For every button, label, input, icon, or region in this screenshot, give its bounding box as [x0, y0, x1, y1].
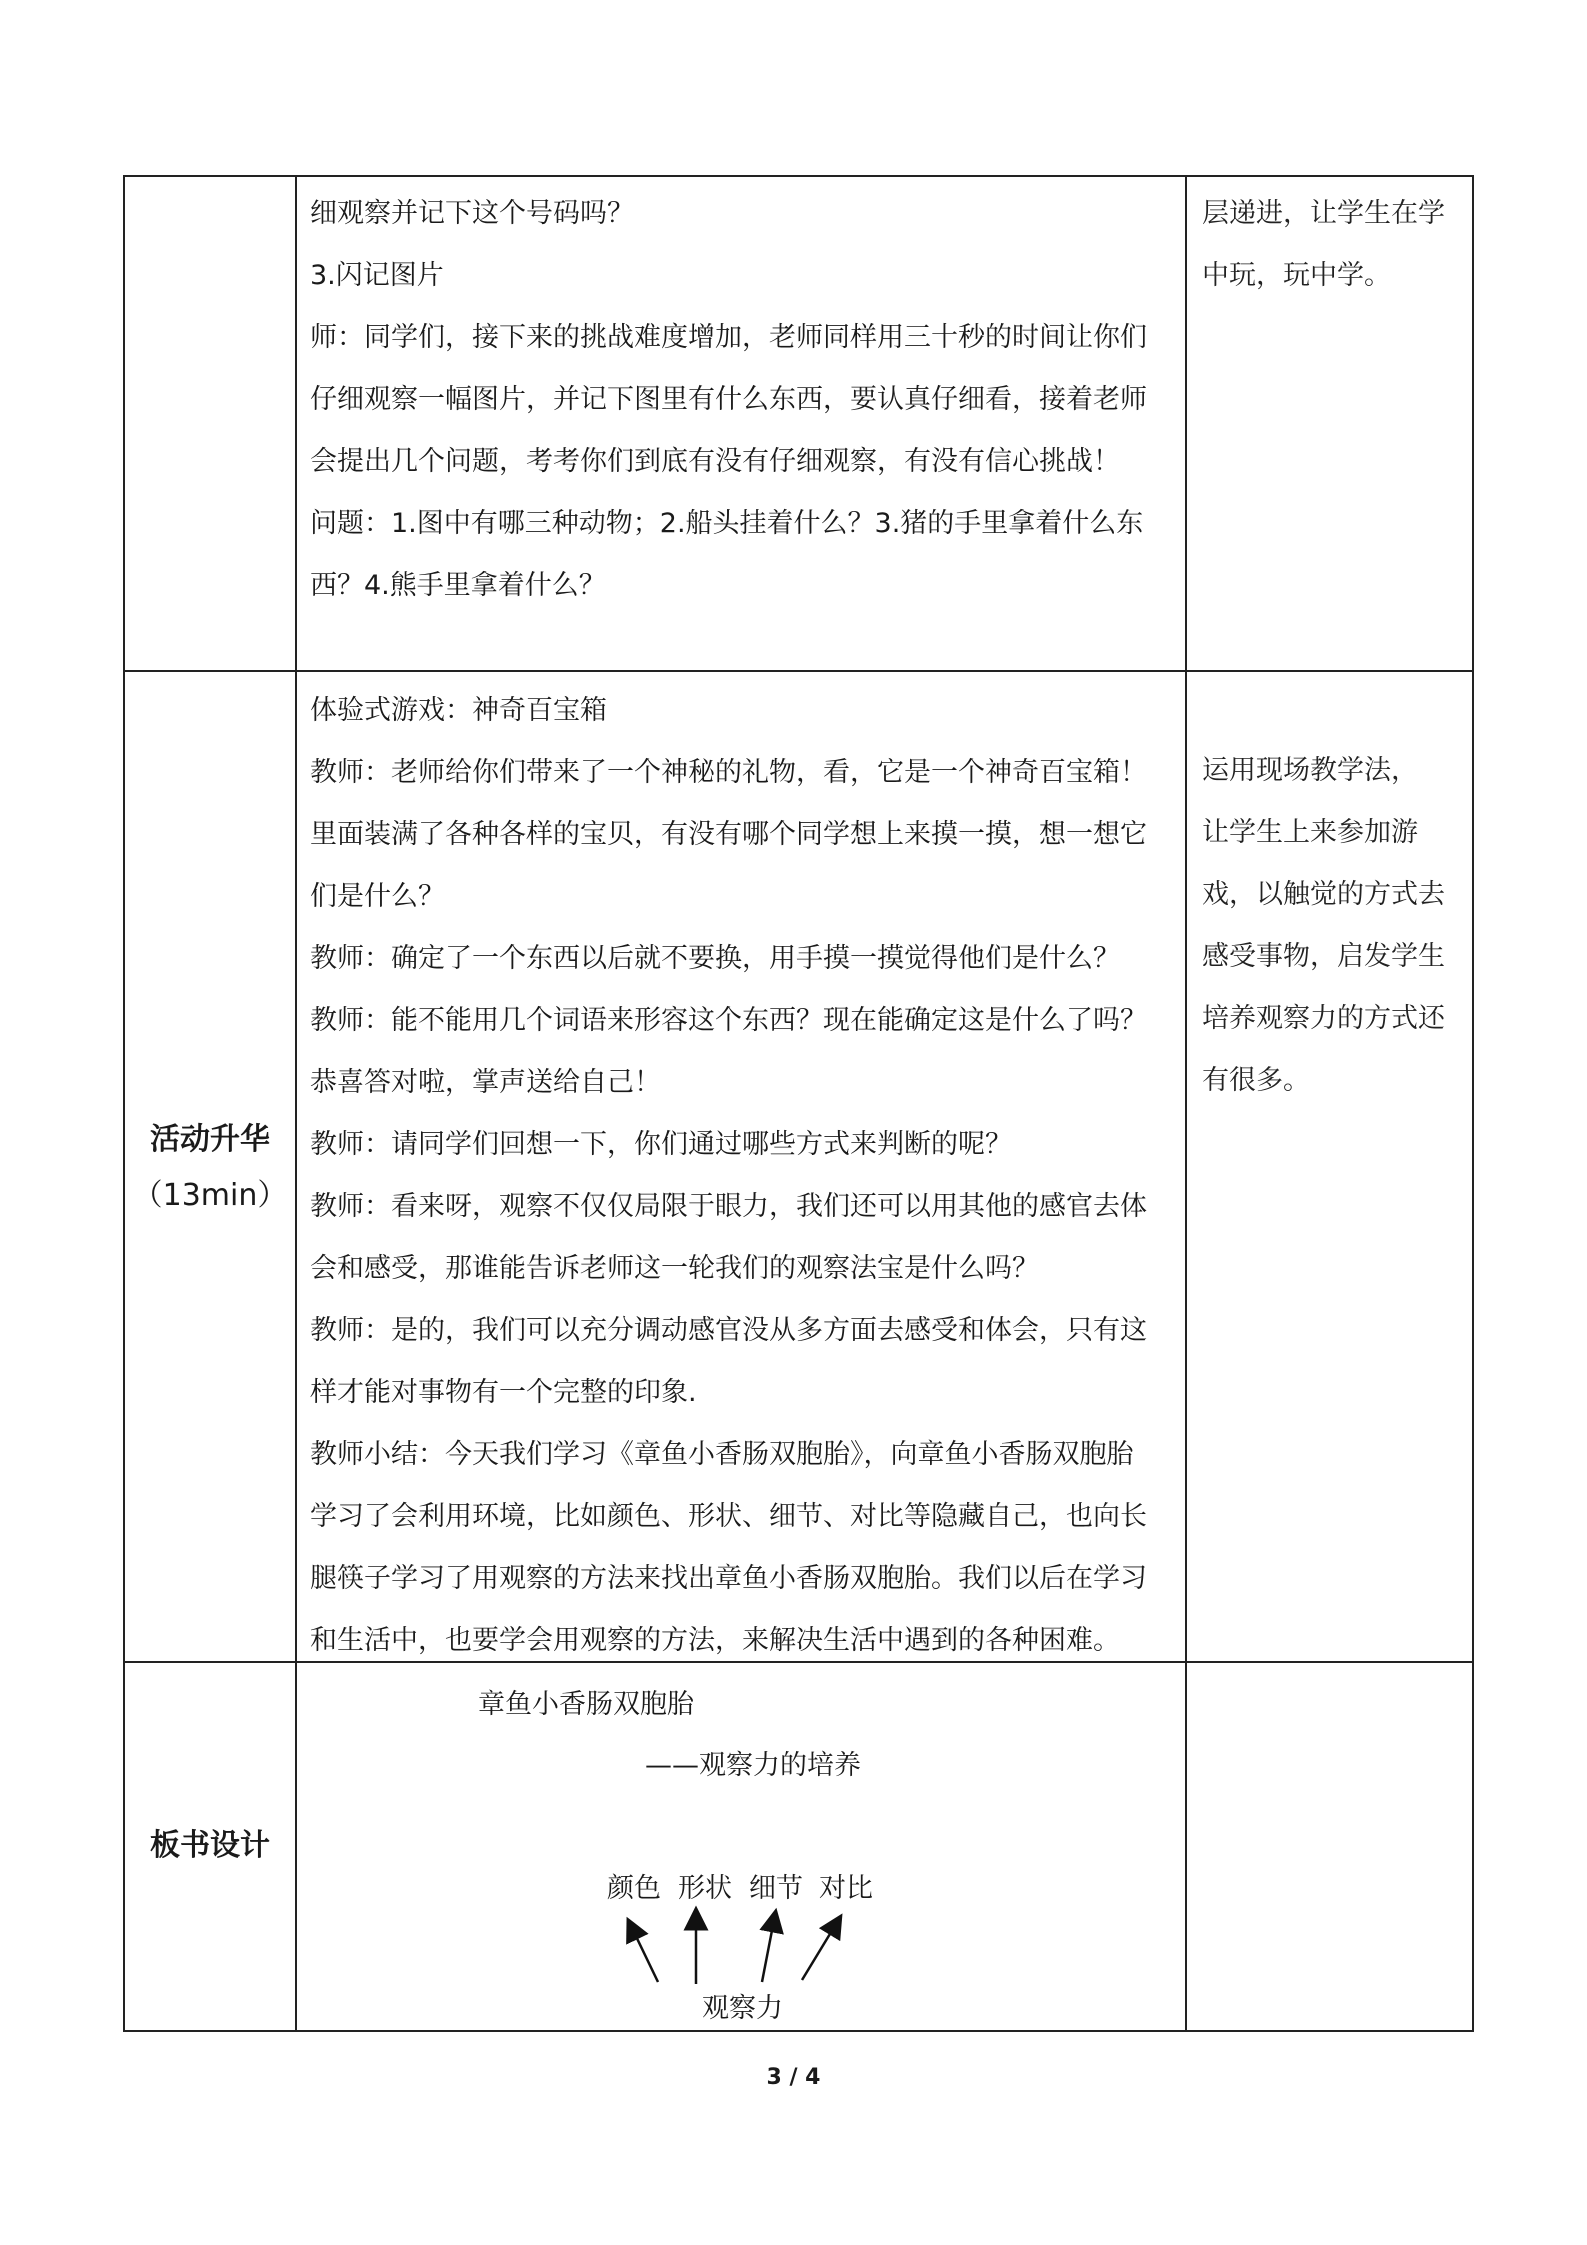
text-line: 体验式游戏：神奇百宝箱: [310, 695, 607, 726]
note-line: 有很多。: [1202, 1065, 1310, 1096]
row2-notes: [1202, 740, 1445, 1112]
arrow-to-contrast: [802, 1924, 836, 1980]
note-line: 中玩，玩中学。: [1202, 260, 1391, 291]
note-line: 戏，以触觉的方式去: [1202, 879, 1445, 910]
page-number: 3 / 4: [766, 2065, 821, 2090]
text-line: 教师：老师给你们带来了一个神秘的礼物，看，它是一个神奇百宝箱！: [310, 757, 1147, 788]
feature-color: 颜色: [607, 1873, 661, 1904]
row1-content: [310, 183, 1147, 617]
text-line: 样才能对事物有一个完整的印象.: [310, 1377, 697, 1408]
row1-notes: [1202, 183, 1445, 307]
activity-duration: （13min）: [132, 1178, 288, 1213]
text-line: 教师：能不能用几个词语来形容这个东西？现在能确定这是什么了吗？: [310, 1005, 1147, 1036]
table-border-bottom: [123, 2030, 1474, 2032]
row2-content: [310, 680, 1147, 1672]
text-line: 教师：看来呀，观察不仅仅局限于眼力，我们还可以用其他的感官去体: [310, 1191, 1147, 1222]
text-line: 细观察并记下这个号码吗？: [310, 198, 634, 229]
column-divider: [1185, 175, 1187, 2032]
note-line: 培养观察力的方式还: [1202, 1003, 1445, 1034]
note-line: 感受事物，启发学生: [1202, 941, 1445, 972]
text-line: 问题：1.图中有哪三种动物；2.船头挂着什么？3.猪的手里拿着什么东: [310, 508, 1144, 539]
board-title: 章鱼小香肠双胞胎: [478, 1689, 694, 1720]
text-line: 里面装满了各种各样的宝贝，有没有哪个同学想上来摸一摸，想一想它: [310, 819, 1147, 850]
feature-contrast: 对比: [819, 1873, 873, 1904]
board-center: 观察力: [702, 1993, 783, 2024]
text-line: 会和感受，那谁能告诉老师这一轮我们的观察法宝是什么吗？: [310, 1253, 1039, 1284]
text-line: 教师：请同学们回想一下，你们通过哪些方式来判断的呢？: [310, 1129, 1012, 1160]
table-border-right: [1472, 175, 1474, 2032]
feature-detail: 细节: [749, 1873, 803, 1904]
text-line: 腿筷子学习了用观察的方法来找出章鱼小香肠双胞胎。我们以后在学习: [310, 1563, 1147, 1594]
note-line: 让学生上来参加游: [1202, 817, 1418, 848]
text-line: 教师：确定了一个东西以后就不要换，用手摸一摸觉得他们是什么？: [310, 943, 1120, 974]
arrow-to-color: [632, 1928, 658, 1982]
text-line: 恭喜答对啦，掌声送给自己！: [310, 1067, 661, 1098]
text-line: 们是什么？: [310, 881, 445, 912]
text-line: 教师：是的，我们可以充分调动感官没从多方面去感受和体会，只有这: [310, 1315, 1147, 1346]
text-line: 师：同学们，接下来的挑战难度增加，老师同样用三十秒的时间让你们: [310, 322, 1147, 353]
text-line: 仔细观察一幅图片，并记下图里有什么东西，要认真仔细看，接着老师: [310, 384, 1147, 415]
table-border-top: [123, 175, 1474, 177]
text-line: 教师小结：今天我们学习《章鱼小香肠双胞胎》，向章鱼小香肠双胞胎: [310, 1439, 1134, 1470]
activity-label: [125, 1112, 295, 1224]
text-line: 和生活中，也要学会用观察的方法，来解决生活中遇到的各种困难。: [310, 1625, 1120, 1656]
board-subtitle: ——观察力的培养: [645, 1750, 861, 1781]
row-divider: [123, 670, 1474, 672]
table-border-left: [123, 175, 125, 2032]
text-line: 西？4.熊手里拿着什么？: [310, 570, 606, 601]
arrow-to-detail: [762, 1920, 774, 1982]
text-line: 会提出几个问题，考考你们到底有没有仔细观察，有没有信心挑战！: [310, 446, 1120, 477]
board-arrows: [600, 1900, 860, 1990]
column-divider: [295, 175, 297, 2032]
activity-title: 活动升华: [150, 1122, 270, 1157]
note-line: 运用现场教学法，: [1202, 755, 1418, 786]
board-design-label: 板书设计: [150, 1828, 270, 1863]
feature-shape: 形状: [678, 1873, 732, 1904]
text-line: 学习了会利用环境，比如颜色、形状、细节、对比等隐藏自己，也向长: [310, 1501, 1147, 1532]
text-line: 3.闪记图片: [310, 260, 444, 291]
note-line: 层递进，让学生在学: [1202, 198, 1445, 229]
